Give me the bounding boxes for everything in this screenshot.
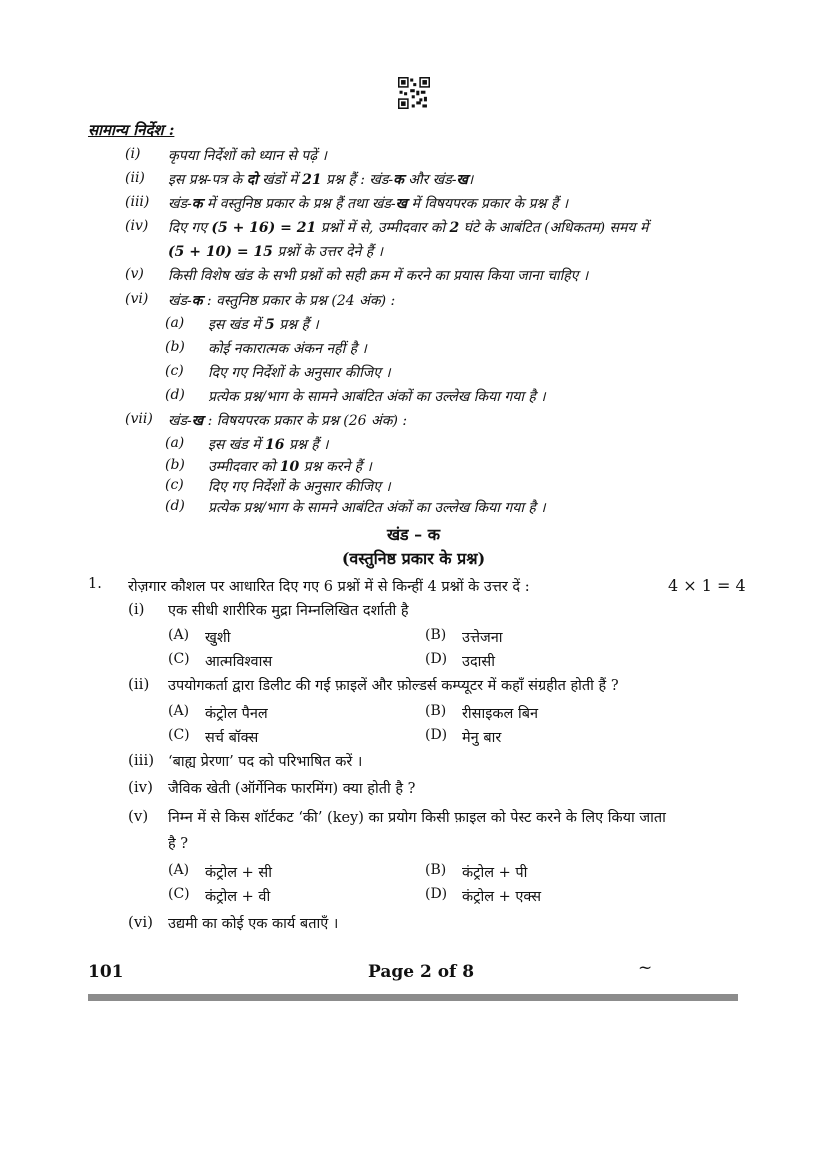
option-text: कंट्रोल + सी [205,865,272,881]
instruction-num: (ii) [125,170,145,186]
sub-item-num: (b) [165,457,185,473]
sub-item-num: (a) [165,435,185,451]
option-label: (C) [168,651,190,667]
option-text: मेनु बार [462,730,502,746]
instruction-text: खंड-क में वस्तुनिष्ठ प्रकार के प्रश्न हैं तथा खंड-ख में विषयपरक प्रकार के प्रश्न हैं । [168,196,569,212]
sub-item-num: (a) [165,315,185,331]
sub-item-num: (b) [165,339,185,355]
instruction-text: किसी विशेष खंड के सभी प्रश्नों को सही क्रम में करने का प्रयास किया जाना चाहिए । [168,268,589,284]
option-label: (A) [168,862,190,878]
qr-code-image [398,77,430,109]
part-text: एक सीधी शारीरिक मुद्रा निम्नलिखित दर्शाती है [168,603,409,619]
question-marks: 4 × 1 = 4 [668,576,746,595]
option-label: (B) [425,627,447,643]
part-text: निम्न में से किस शॉर्टकट ‘की’ (key) का प्रयोग किसी फ़ाइल को पेस्ट करने के लिए किया जाता [168,810,666,826]
part-num: (i) [128,600,145,618]
option-text: सर्च बॉक्स [205,730,259,746]
question-number: 1. [88,576,102,592]
option-label: (D) [425,651,448,667]
sub-item-text: प्रत्येक प्रश्न/भाग के सामने आबंटित अंकों का उल्लेख किया गया है । [208,389,546,405]
part-text: ‘बाह्य प्रेरणा’ पद को परिभाषित करें । [168,754,363,770]
tilde-mark: ~ [638,958,653,978]
section-subtitle: (वस्तुनिष्ठ प्रकार के प्रश्न) [341,549,486,568]
option-text: खुशी [205,630,231,646]
option-text: उत्तेजना [462,630,503,646]
general-instructions-title: सामान्य निर्देश : [88,121,175,139]
instruction-text-line2: (5 + 10) = 15 प्रश्नों के उत्तर देने हैं । [168,244,383,260]
part-num: (vi) [128,913,153,931]
instruction-num: (i) [125,146,141,162]
option-label: (B) [425,862,447,878]
instruction-text: कृपया निर्देशों को ध्यान से पढ़ें । [168,148,327,164]
sub-item-text: इस खंड में 16 प्रश्न हैं । [208,437,329,453]
option-text: कंट्रोल पैनल [205,706,268,722]
sub-item-num: (d) [165,498,185,514]
question-text: रोज़गार कौशल पर आधारित दिए गए 6 प्रश्नों में से किन्हीं 4 प्रश्नों के उत्तर दें : [128,579,530,595]
option-label: (C) [168,886,190,902]
instruction-num: (iii) [125,194,150,210]
option-label: (A) [168,703,190,719]
option-text: कंट्रोल + वी [205,889,271,905]
sub-item-num: (c) [165,363,184,379]
part-num: (v) [128,807,149,825]
instruction-num: (vii) [125,411,153,427]
instruction-num: (iv) [125,218,149,234]
sub-item-num: (d) [165,387,185,403]
part-num: (ii) [128,675,150,693]
part-text: उपयोगकर्ता द्वारा डिलीट की गई फ़ाइलें और फ़ोल्डर्स कम्प्यूटर में कहाँ संग्रहीत होती हैं ? [168,678,619,694]
sub-item-text: कोई नकारात्मक अंकन नहीं है । [208,341,367,357]
option-label: (D) [425,727,448,743]
paper-code: 101 [88,962,124,982]
option-label: (C) [168,727,190,743]
part-num: (iii) [128,751,155,769]
sub-item-text: इस खंड में 5 प्रश्न हैं । [208,317,319,333]
option-text: कंट्रोल + एक्स [462,889,542,905]
option-text: उदासी [462,654,495,670]
section-title: खंड – क [386,525,441,544]
option-text: आत्मविश्वास [205,654,273,670]
instruction-num: (v) [125,266,144,282]
instruction-text: खंड-क : वस्तुनिष्ठ प्रकार के प्रश्न (24 अंक) : [168,293,396,309]
option-label: (B) [425,703,447,719]
part-text: जैविक खेती (ऑर्गेनिक फारमिंग) क्या होती है ? [168,781,416,797]
sub-item-text: दिए गए निर्देशों के अनुसार कीजिए । [208,365,391,381]
page-number: Page 2 of 8 [368,962,475,982]
sub-item-text: प्रत्येक प्रश्न/भाग के सामने आबंटित अंकों का उल्लेख किया गया है । [208,500,546,516]
option-text: रीसाइकल बिन [462,706,539,722]
part-text-line2: है ? [168,836,189,852]
instruction-text: दिए गए (5 + 16) = 21 प्रश्नों में से, उम्मीदवार को 2 घंटे के आबंटित (अधिकतम) समय में [168,220,649,236]
instruction-text: खंड-ख : विषयपरक प्रकार के प्रश्न (26 अंक) : [168,413,408,429]
sub-item-text: दिए गए निर्देशों के अनुसार कीजिए । [208,479,391,495]
sub-item-num: (c) [165,477,184,493]
instruction-num: (vi) [125,291,149,307]
sub-item-text: उम्मीदवार को 10 प्रश्न करने हैं । [208,459,372,475]
option-text: कंट्रोल + पी [462,865,528,881]
part-num: (iv) [128,778,153,796]
option-label: (D) [425,886,448,902]
instruction-text: इस प्रश्न-पत्र के दो खंडों में 21 प्रश्न हैं : खंड-क और खंड-ख। [168,172,474,188]
footer-rule [88,994,738,1001]
part-text: उद्यमी का कोई एक कार्य बताएँ । [168,916,339,932]
option-label: (A) [168,627,190,643]
